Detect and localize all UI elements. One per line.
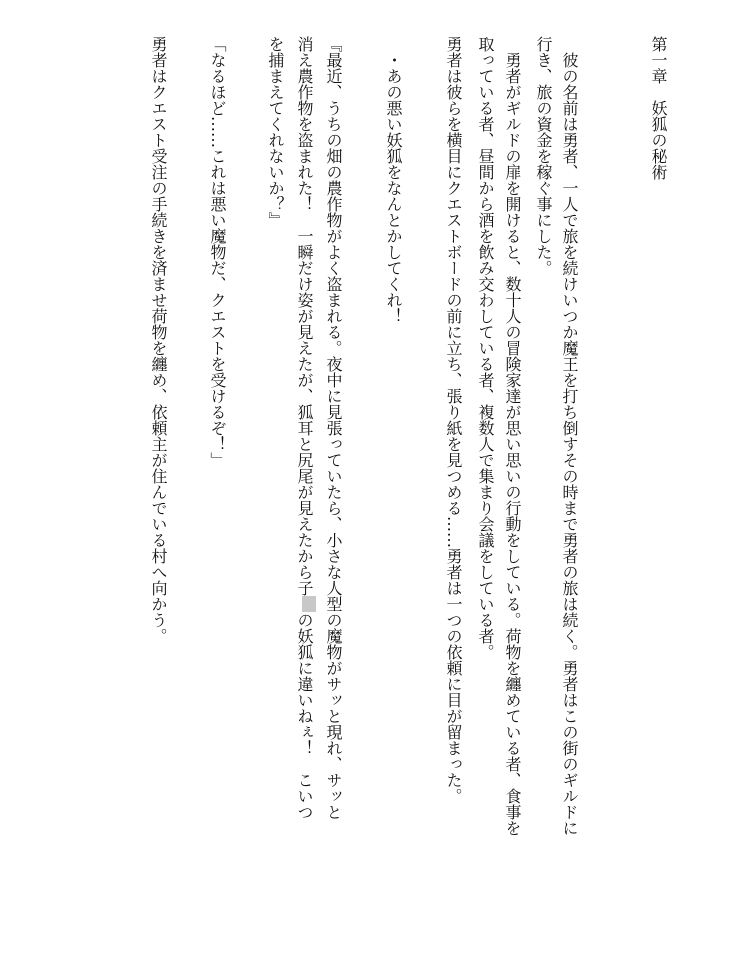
text-line: ・あの悪い妖狐をなんとかしてくれ！ (384, 52, 403, 324)
text-line: 勇者がギルドの扉を開けると、数十人の冒険家達が思い思いの行動をしている。荷物を纏めている者、食事を (503, 52, 522, 836)
text-segment: 消え農作物を盗まれた！ 一瞬だけ姿が見えたが、狐耳と尻尾が見えたから子 (295, 36, 314, 596)
text-segment: の妖狐に違いねぇ！ こいつ (295, 612, 314, 820)
chapter-title: 第一章 妖狐の秘術 (649, 36, 668, 180)
text-line: 行き、旅の資金を稼ぐ事にした。 (534, 36, 553, 276)
text-line: 勇者は彼らを横目にクエストボードの前に立ち、張り紙を見つめる……勇者は一つの依頼に目が留まった。 (444, 36, 463, 804)
redaction-mark (302, 596, 316, 612)
text-line: 『最近、うちの畑の農作物がよく盗まれる。夜中に見張っていたら、小さな人型の魔物がサッと現れ、サッと (324, 36, 343, 820)
text-line: 「なるほど……これは悪い魔物だ、クエストを受けるぞ！」 (208, 36, 227, 468)
text-line: 勇者はクエスト受注の手続きを済ませ荷物を纏め、依頼主が住んでいる村へ向かう。 (149, 36, 168, 644)
text-line: 取っている者、昼間から酒を飲み交わしている者、複数人で集まり会議をしている者。 (476, 36, 495, 660)
text-line (292, 36, 316, 820)
text-line: 彼の名前は勇者、一人で旅を続けいつか魔王を打ち倒すその時まで勇者の旅は続く。勇者はこの街のギルドに (560, 52, 579, 836)
text-line: を捕まえてくれないか？』 (266, 36, 285, 228)
